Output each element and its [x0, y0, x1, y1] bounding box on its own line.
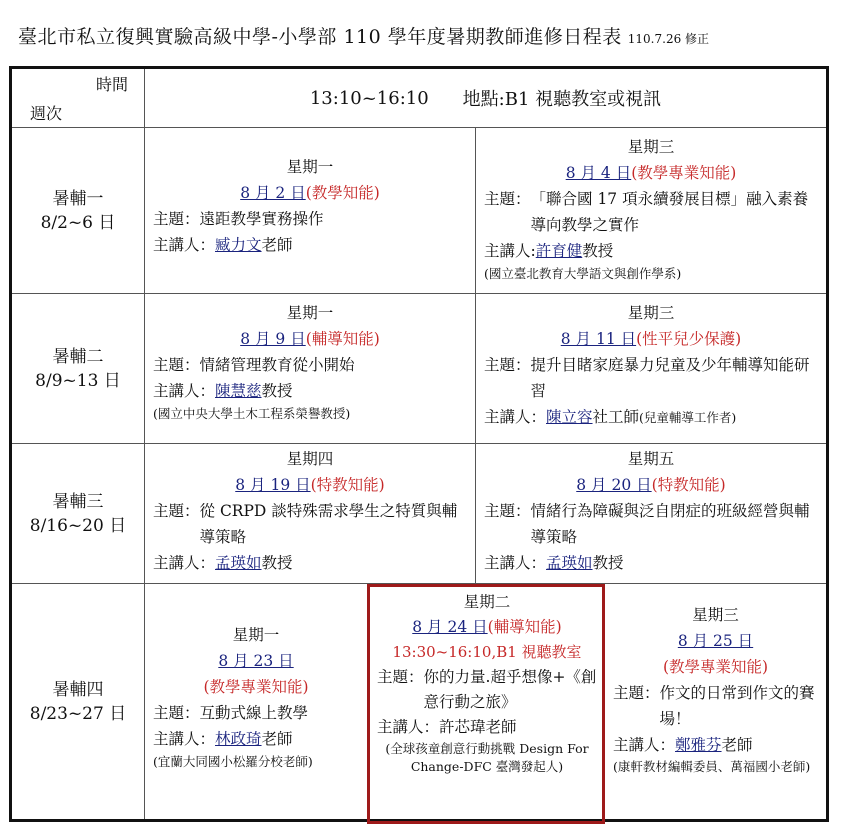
- topic-label: 主題：: [484, 356, 531, 374]
- speaker-name: 孟瑛如: [215, 554, 262, 572]
- schedule-table: [9, 66, 829, 822]
- week-cell-1: [12, 128, 145, 294]
- topic-text: 作文的日常到作文的賽場！: [659, 684, 815, 728]
- session-category: (教學知能): [305, 184, 380, 202]
- session-category: (教學專業知能): [203, 678, 309, 696]
- speaker-affiliation: (全球孩童創意行動挑戰 Design For Change-DFC 臺灣發起人): [385, 741, 589, 774]
- session-date: 8 月 4 日: [565, 164, 632, 182]
- session-date-line: [613, 628, 818, 654]
- week-cell-3: [12, 444, 145, 584]
- session-day: 星期五: [627, 450, 675, 468]
- session-category: (特教知能): [651, 476, 726, 494]
- session-category: (教學專業知能): [662, 658, 769, 676]
- time-label: 時間: [95, 75, 128, 94]
- session-topic: [153, 352, 467, 378]
- topic-text: 情緒管理教育從小開始: [199, 356, 355, 374]
- session-date: 8 月 25 日: [677, 632, 754, 650]
- week-name: 暑輔四: [52, 679, 104, 700]
- week-range: 8/2~6 日: [40, 212, 116, 233]
- session-date-line: [484, 472, 818, 498]
- topic-text: 情緒行為障礙與泛自閉症的班級經營與輔導策略: [530, 502, 810, 546]
- session-topic: [484, 498, 818, 550]
- speaker-affiliation: (國立中央大學土木工程系榮譽教授): [153, 406, 351, 421]
- topic-label: 主題：: [484, 190, 531, 208]
- speaker-affiliation: (國立臺北教育大學語文與創作學系): [484, 266, 682, 281]
- session-topic: [153, 206, 467, 232]
- header-corner-cell: [12, 69, 145, 128]
- session-day: 星期一: [286, 304, 334, 322]
- session-cell: [476, 444, 826, 584]
- topic-label: 主題：: [613, 684, 660, 702]
- session-date-line: [484, 160, 818, 186]
- week-name: 暑輔一: [52, 188, 104, 209]
- speaker-name: 陳立容: [546, 408, 593, 426]
- session-topic: [153, 498, 467, 550]
- topic-label: 主題：: [153, 210, 200, 228]
- session-topic: [377, 665, 597, 715]
- session-date: 8 月 2 日: [240, 184, 306, 202]
- speaker-name: 鄭雅芬: [675, 736, 722, 754]
- speaker-label: 主講人：: [153, 236, 216, 254]
- session-day: 星期一: [286, 158, 334, 176]
- speaker-label: 主講人：: [484, 408, 547, 426]
- topic-label: 主題：: [153, 502, 200, 520]
- speaker-name: 許育健: [535, 242, 583, 260]
- speaker-label: 主講人：: [153, 382, 216, 400]
- session-date: 8 月 20 日: [576, 476, 652, 494]
- week-range: 8/16~20 日: [29, 515, 127, 536]
- week-name: 暑輔二: [52, 346, 104, 367]
- topic-label: 主題：: [484, 502, 531, 520]
- speaker-title: 教授: [261, 382, 293, 400]
- session-day: 星期四: [286, 450, 334, 468]
- page-title: [18, 22, 838, 52]
- week-cell-4: [12, 584, 145, 819]
- week-range: 8/23~27 日: [29, 703, 127, 724]
- session-cell: [476, 128, 826, 294]
- session-day: 星期二: [463, 593, 511, 611]
- speaker-name: 許芯瑋老師: [439, 718, 517, 736]
- session-speaker: [153, 232, 467, 258]
- session-day: 星期三: [627, 304, 675, 322]
- session-cell: [476, 294, 826, 444]
- session-speaker: [377, 715, 597, 740]
- session-category: (輔導知能): [305, 330, 380, 348]
- speaker-affiliation: (兒童輔導工作者): [639, 410, 737, 425]
- session-topic: [484, 352, 818, 404]
- topic-label: 主題：: [153, 704, 200, 722]
- session-speaker: [153, 378, 467, 404]
- speaker-label: 主講人：: [377, 718, 440, 736]
- topic-text: 你的力量.超乎想像+《創意行動之旅》: [423, 668, 597, 711]
- speaker-title: 老師: [261, 730, 293, 748]
- speaker-title: 社工師: [592, 408, 640, 426]
- session-date-line: [153, 648, 359, 674]
- speaker-title: 教授: [582, 242, 614, 260]
- session-time-place: 13:30~16:10,B1 視聽教室: [392, 643, 582, 661]
- session-date-line: [484, 326, 818, 352]
- topic-text: 遠距教學實務操作: [199, 210, 324, 228]
- week-name: 暑輔三: [52, 491, 104, 512]
- session-cell-highlighted: [367, 584, 605, 819]
- speaker-affiliation: (宜蘭大同國小松羅分校老師): [153, 754, 313, 769]
- week-label: 週次: [30, 104, 63, 123]
- speaker-label: 主講人：: [153, 730, 216, 748]
- session-time: 13:10~16:10: [309, 87, 429, 109]
- speaker-label: 主講人:: [484, 242, 536, 260]
- speaker-name: 孟瑛如: [546, 554, 593, 572]
- session-cell: [145, 584, 367, 819]
- session-cell: [145, 294, 476, 444]
- session-day: 星期一: [232, 626, 280, 644]
- session-category: (輔導知能): [487, 618, 562, 636]
- week-range: 8/9~13 日: [35, 370, 121, 391]
- session-topic: [153, 700, 359, 726]
- speaker-title: 教授: [261, 554, 293, 572]
- session-date-line: [153, 180, 467, 206]
- topic-text: 從 CRPD 談特殊需求學生之特質與輔導策略: [199, 502, 458, 546]
- speaker-name: 林政琦: [215, 730, 262, 748]
- session-speaker: [484, 404, 818, 430]
- session-date: 8 月 19 日: [235, 476, 311, 494]
- topic-text: 提升目睹家庭暴力兒童及少年輔導知能研習: [530, 356, 810, 400]
- speaker-name: 陳慧慈: [215, 382, 262, 400]
- header-time-place: [145, 69, 826, 128]
- session-cell: [145, 128, 476, 294]
- week-cell-2: [12, 294, 145, 444]
- session-place: 地點:B1 視聽教室或視訊: [462, 89, 662, 110]
- speaker-title: 老師: [721, 736, 753, 754]
- session-date-line: [153, 472, 467, 498]
- speaker-affiliation: (康軒教材編輯委員、萬福國小老師): [613, 759, 811, 774]
- session-category: (性平兒少保護): [636, 330, 742, 348]
- session-date: 8 月 24 日: [412, 618, 488, 636]
- session-speaker: [613, 732, 818, 758]
- session-day: 星期三: [692, 606, 739, 624]
- speaker-title: 老師: [261, 236, 293, 254]
- session-speaker: [153, 726, 359, 752]
- session-cell: [605, 584, 826, 819]
- speaker-label: 主講人：: [484, 554, 547, 572]
- topic-label: 主題：: [153, 356, 200, 374]
- speaker-title: 教授: [592, 554, 624, 572]
- session-category: (教學專業知能): [631, 164, 737, 182]
- speaker-name: 臧力文: [215, 236, 262, 254]
- session-topic: [484, 186, 818, 238]
- session-cell: [145, 444, 476, 584]
- session-topic: [613, 680, 818, 732]
- topic-text: 「聯合國 17 項永續發展目標」融入素養導向教學之實作: [530, 190, 809, 234]
- speaker-label: 主講人：: [613, 736, 676, 754]
- session-speaker: [484, 238, 818, 264]
- session-speaker: [484, 550, 818, 576]
- topic-text: 互動式線上教學: [199, 704, 309, 722]
- speaker-label: 主講人：: [153, 554, 216, 572]
- session-date: 8 月 11 日: [560, 330, 637, 348]
- session-date-line: [377, 615, 597, 640]
- session-date: 8 月 9 日: [240, 330, 306, 348]
- revision-date: 110.7.26 修正: [627, 32, 710, 46]
- session-speaker: [153, 550, 467, 576]
- session-category: (特教知能): [310, 476, 385, 494]
- topic-label: 主題：: [377, 668, 424, 686]
- session-date: 8 月 23 日: [218, 652, 294, 670]
- session-day: 星期三: [627, 138, 675, 156]
- title-text: 臺北市私立復興實驗高級中學-小學部 110 學年度暑期教師進修日程表: [18, 26, 622, 48]
- session-date-line: [153, 326, 467, 352]
